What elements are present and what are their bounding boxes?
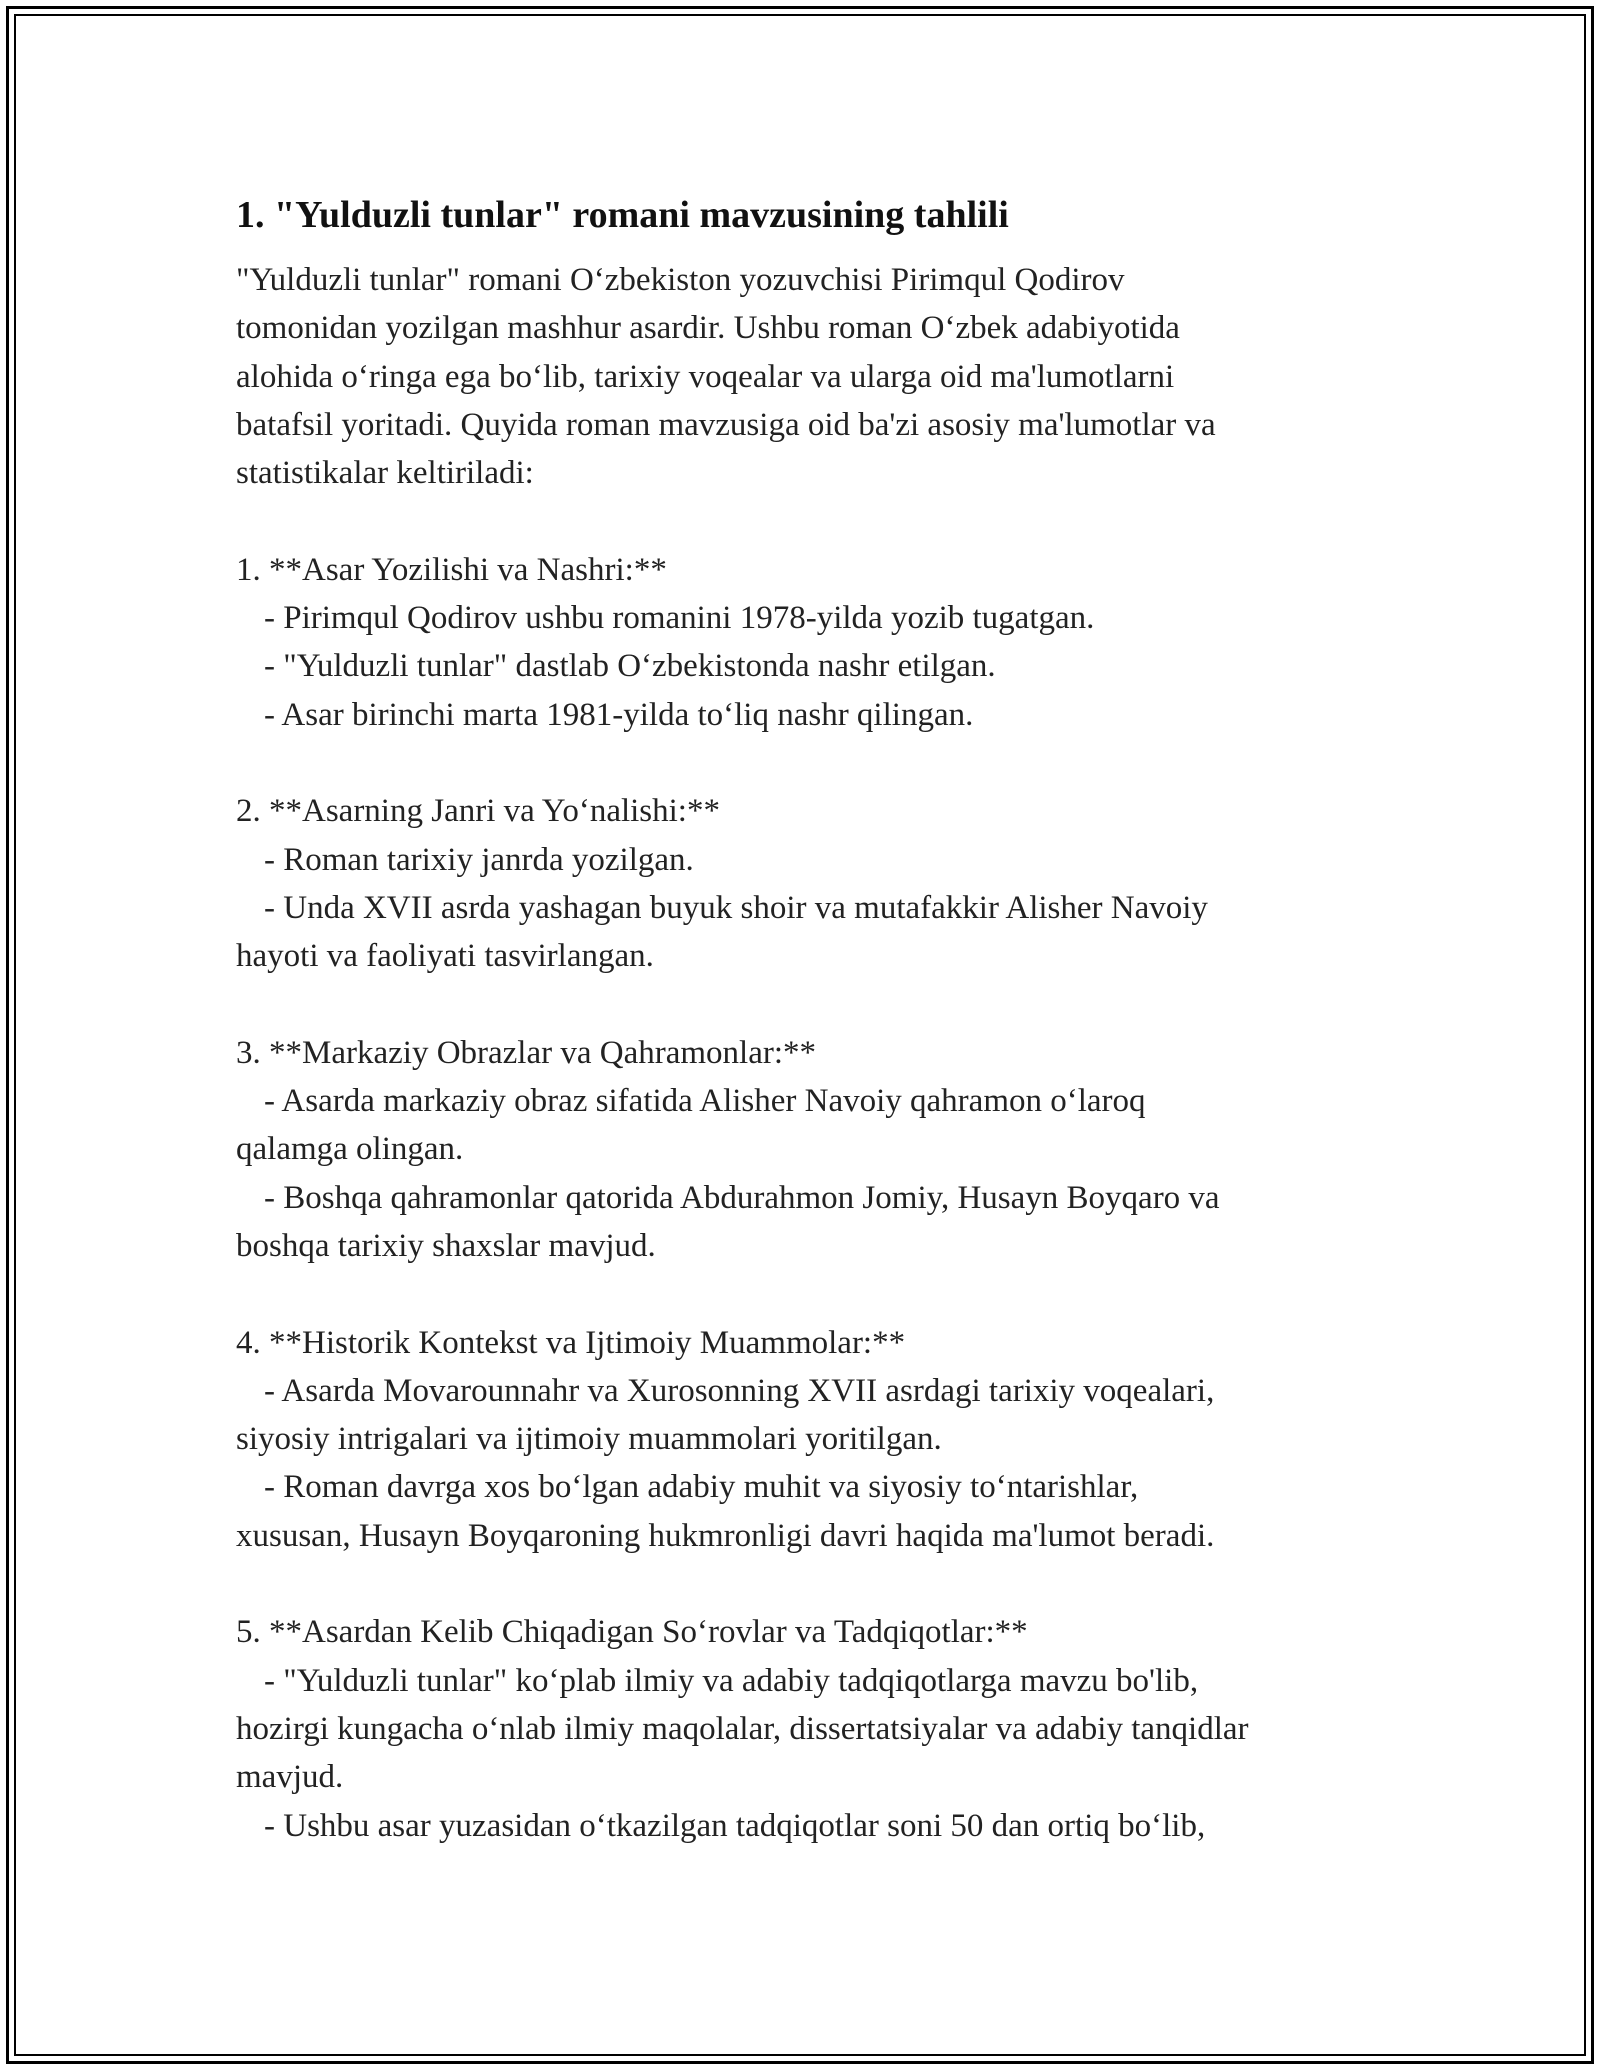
section-heading: 5. **Asardan Kelib Chiqadigan So‘rovlar va Tadqiqotlar:** xyxy=(236,1614,1028,1651)
section-heading: 4. **Historik Kontekst va Ijtimoiy Muammolar:** xyxy=(236,1324,906,1361)
bullet-line: - Boshqa qahramonlar qatorida Abdurahmon Jomiy, Husayn Boyqaro va xyxy=(264,1179,1220,1216)
section-heading: 1. **Asar Yozilishi va Nashri:** xyxy=(236,551,667,588)
document-body xyxy=(236,188,1376,1850)
section-5 xyxy=(236,1608,1376,1849)
bullet-continuation: mavjud. xyxy=(236,1759,344,1796)
bullet-line: - "Yulduzli tunlar" dastlab O‘zbekistonda nashr etilgan. xyxy=(264,648,996,685)
section-4 xyxy=(236,1319,1376,1560)
section-heading: 2. **Asarning Janri va Yo‘nalishi:** xyxy=(236,793,720,830)
intro-line: batafsil yoritadi. Quyida roman mavzusiga oid ba'zi asosiy ma'lumotlar va xyxy=(236,406,1216,443)
bullet-continuation: xususan, Husayn Boyqaroning hukmronligi davri haqida ma'lumot beradi. xyxy=(236,1517,1215,1554)
intro-line: statistikalar keltiriladi: xyxy=(236,455,534,492)
bullet-line: - Ushbu asar yuzasidan o‘tkazilgan tadqiqotlar soni 50 dan ortiq bo‘lib, xyxy=(264,1807,1206,1844)
bullet-line: - Asar birinchi marta 1981-yilda to‘liq nashr qilingan. xyxy=(264,696,974,733)
intro-paragraph xyxy=(236,256,1376,497)
bullet-line: - Pirimqul Qodirov ushbu romanini 1978-yilda yozib tugatgan. xyxy=(264,600,1095,637)
bullet-line: - Unda XVII asrda yashagan buyuk shoir va mutafakkir Alisher Navoiy xyxy=(264,889,1208,926)
bullet-line: - Asarda Movarounnahr va Xurosonning XVII asrdagi tarixiy voqealari, xyxy=(264,1372,1215,1409)
section-1 xyxy=(236,546,1376,739)
bullet-continuation: qalamga olingan. xyxy=(236,1131,464,1168)
bullet-line: - Roman davrga xos bo‘lgan adabiy muhit va siyosiy to‘ntarishlar, xyxy=(264,1469,1139,1506)
intro-line: tomonidan yozilgan mashhur asardir. Ushbu roman O‘zbek adabiyotida xyxy=(236,310,1180,347)
bullet-continuation: hozirgi kungacha o‘nlab ilmiy maqolalar, dissertatsiyalar va adabiy tanqidlar xyxy=(236,1710,1249,1747)
document-title: 1. "Yulduzli tunlar" romani mavzusining tahlili xyxy=(236,194,1009,236)
section-3 xyxy=(236,1029,1376,1270)
bullet-continuation: hayoti va faoliyati tasvirlangan. xyxy=(236,938,654,975)
bullet-line: - "Yulduzli tunlar" ko‘plab ilmiy va adabiy tadqiqotlarga mavzu bo'lib, xyxy=(264,1662,1199,1699)
bullet-continuation: siyosiy intrigalari va ijtimoiy muammolari yoritilgan. xyxy=(236,1421,942,1458)
intro-line: alohida o‘ringa ega bo‘lib, tarixiy voqealar va ularga oid ma'lumotlarni xyxy=(236,358,1175,395)
bullet-continuation: boshqa tarixiy shaxslar mavjud. xyxy=(236,1227,656,1264)
intro-line: "Yulduzli tunlar" romani O‘zbekiston yozuvchisi Pirimqul Qodirov xyxy=(236,262,1125,298)
bullet-line: - Roman tarixiy janrda yozilgan. xyxy=(264,841,694,878)
bullet-line: - Asarda markaziy obraz sifatida Alisher Navoiy qahramon o‘laroq xyxy=(264,1083,1146,1120)
section-2 xyxy=(236,787,1376,980)
section-heading: 3. **Markaziy Obrazlar va Qahramonlar:** xyxy=(236,1034,817,1071)
